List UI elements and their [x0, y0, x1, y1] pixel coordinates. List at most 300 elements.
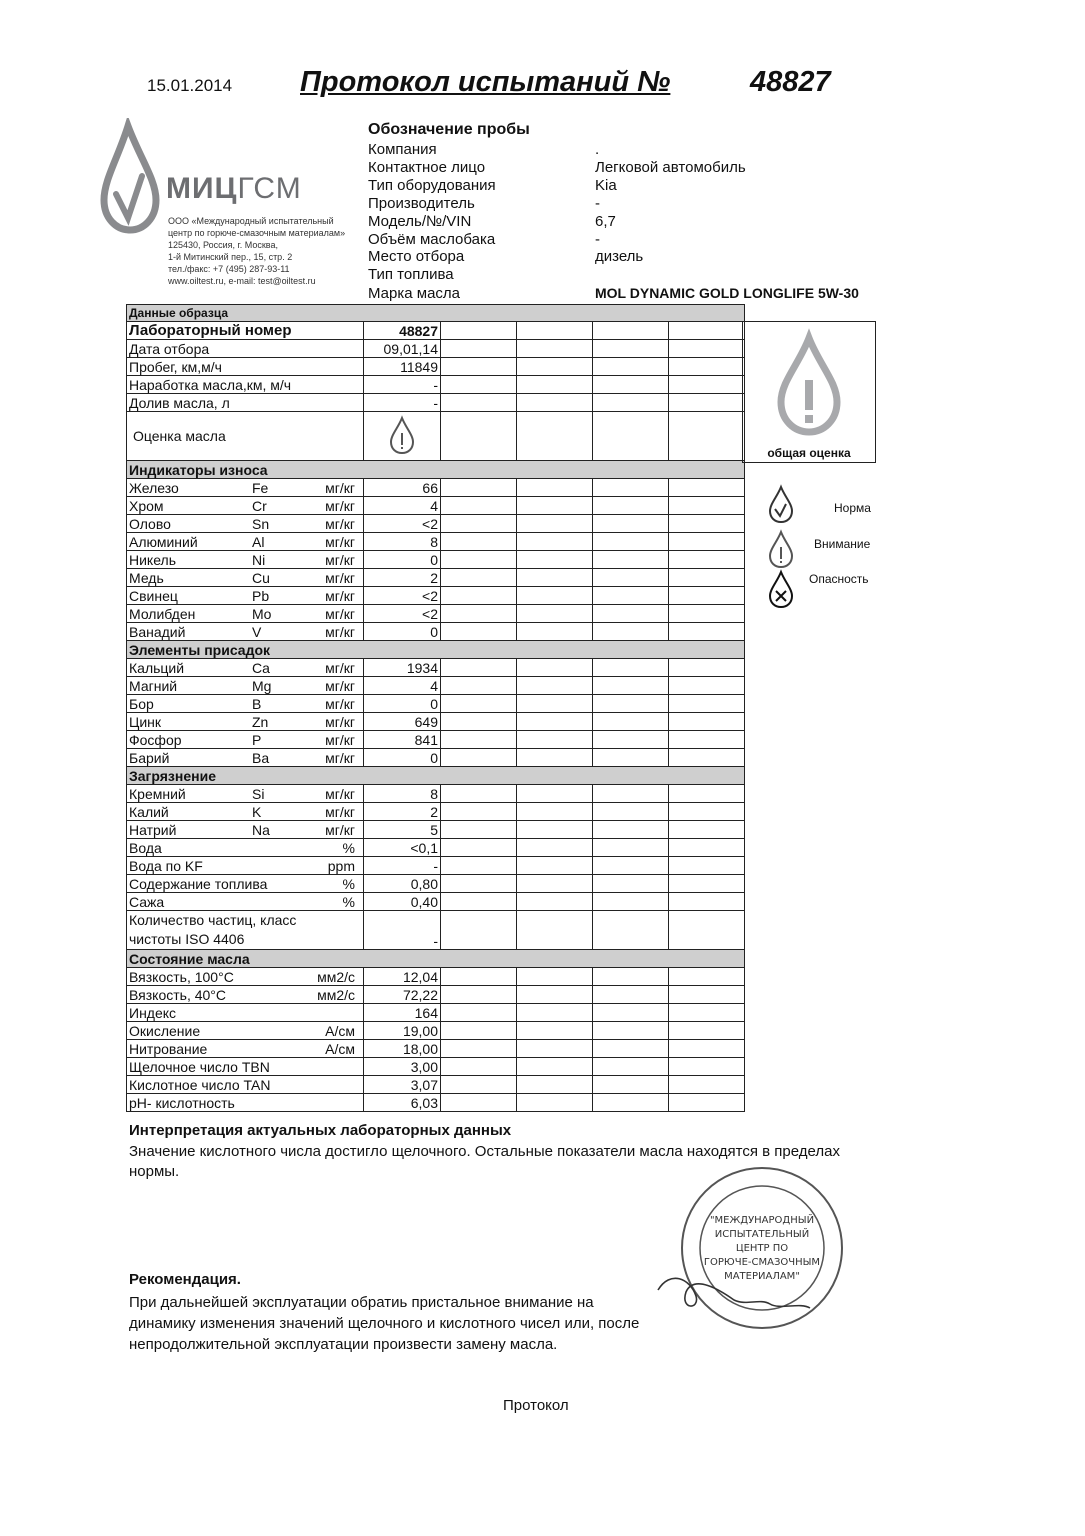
row-value: 48827	[364, 322, 441, 340]
table-row	[127, 497, 745, 515]
row-label: Количество частиц, класс чистоты ISO 4406	[129, 912, 297, 947]
empty-cell	[593, 911, 669, 950]
empty-cell	[441, 587, 517, 605]
table-row	[127, 659, 745, 677]
empty-cell	[669, 340, 745, 358]
empty-cell	[669, 322, 745, 340]
empty-cell	[517, 968, 593, 986]
row-value: 19,00	[364, 1022, 441, 1040]
empty-cell	[669, 551, 745, 569]
section-header-row	[127, 950, 745, 968]
empty-cell	[441, 857, 517, 875]
row-label: Фосфор	[129, 731, 182, 748]
row-label: Нитрование	[129, 1040, 208, 1057]
row-value: 1934	[364, 659, 441, 677]
row-label-cell	[127, 1040, 364, 1058]
table-row	[127, 340, 745, 358]
row-value: 8	[364, 785, 441, 803]
row-label: Дата отбора	[127, 340, 364, 358]
empty-cell	[669, 394, 745, 412]
drop-cross-icon	[766, 569, 796, 609]
element-symbol: Sn	[252, 515, 270, 532]
row-value: -	[364, 394, 441, 412]
empty-cell	[593, 340, 669, 358]
table-row	[127, 731, 745, 749]
unit: мг/кг	[325, 803, 355, 820]
oil-brand-value: MOL DYNAMIC GOLD LONGLIFE 5W-30	[595, 285, 859, 301]
empty-cell	[669, 1004, 745, 1022]
empty-cell	[517, 1076, 593, 1094]
legend-norm-label: Норма	[834, 501, 871, 515]
empty-cell	[669, 515, 745, 533]
table-row	[127, 376, 745, 394]
empty-cell	[593, 479, 669, 497]
empty-cell	[517, 785, 593, 803]
row-label: Калий	[129, 803, 169, 820]
empty-cell	[517, 875, 593, 893]
logo-name: МИЦГСМ	[166, 172, 302, 205]
empty-cell	[669, 875, 745, 893]
row-label-cell	[127, 623, 364, 641]
empty-cell	[593, 623, 669, 641]
svg-text:"МЕЖДУНАРОДНЫЙ: "МЕЖДУНАРОДНЫЙ	[709, 1215, 815, 1226]
row-label: Натрий	[129, 821, 177, 838]
row-value: 0	[364, 749, 441, 767]
row-label-cell	[127, 749, 364, 767]
empty-cell	[517, 1004, 593, 1022]
empty-cell	[593, 515, 669, 533]
unit: мг/кг	[325, 821, 355, 838]
empty-cell	[669, 358, 745, 376]
empty-cell	[441, 803, 517, 821]
unit: %	[342, 839, 355, 856]
unit: мг/кг	[325, 677, 355, 694]
row-value: 3,00	[364, 1058, 441, 1076]
table-row	[127, 515, 745, 533]
empty-cell	[593, 533, 669, 551]
empty-cell	[441, 322, 517, 340]
empty-cell	[669, 911, 745, 950]
table-row	[127, 749, 745, 767]
page-title: Протокол испытаний №	[300, 66, 671, 98]
empty-cell	[441, 713, 517, 731]
empty-cell	[593, 1004, 669, 1022]
empty-cell	[593, 497, 669, 515]
row-label: Вода	[129, 839, 162, 856]
table-row	[127, 533, 745, 551]
row-value: 0	[364, 695, 441, 713]
row-value: -	[364, 911, 441, 950]
empty-cell	[593, 659, 669, 677]
table-row	[127, 713, 745, 731]
empty-cell	[441, 659, 517, 677]
empty-cell	[441, 986, 517, 1004]
empty-cell	[669, 412, 745, 461]
row-value: -	[364, 376, 441, 394]
drop-exclamation-icon	[387, 415, 417, 455]
empty-cell	[593, 358, 669, 376]
empty-cell	[441, 695, 517, 713]
row-value: 3,07	[364, 1076, 441, 1094]
empty-cell	[593, 394, 669, 412]
element-symbol: Ca	[252, 659, 270, 676]
row-label-cell	[127, 551, 364, 569]
unit: мг/кг	[325, 497, 355, 514]
empty-cell	[517, 605, 593, 623]
row-label: Лабораторный номер	[127, 322, 364, 340]
row-value: 09,01,14	[364, 340, 441, 358]
empty-cell	[441, 358, 517, 376]
empty-cell	[517, 394, 593, 412]
section-header-row	[127, 767, 745, 785]
table-row	[127, 1058, 745, 1076]
empty-cell	[441, 479, 517, 497]
empty-cell	[441, 412, 517, 461]
empty-cell	[593, 986, 669, 1004]
row-label-cell	[127, 821, 364, 839]
empty-cell	[441, 1058, 517, 1076]
element-symbol: Al	[252, 533, 265, 550]
row-label-cell	[127, 695, 364, 713]
unit: %	[342, 893, 355, 910]
row-value: 11849	[364, 358, 441, 376]
empty-cell	[441, 785, 517, 803]
table-row	[127, 479, 745, 497]
company-address: ООО «Международный испытательный центр по горюче-смазочным материалам» 125430, Россия, г. Москва, 1-й Митинский пер., 15, стр. 2 тел./факс: +7 (495) 287-93-11 www.oiltest.ru, e-mail: test@oiltest.ru	[168, 216, 346, 286]
unit: мм2/с	[317, 986, 355, 1003]
drop-exclamation-icon	[743, 322, 875, 442]
empty-cell	[593, 1022, 669, 1040]
table-row	[127, 358, 745, 376]
table-row	[127, 893, 745, 911]
empty-cell	[517, 803, 593, 821]
legend-danger-label: Опасность	[809, 572, 869, 586]
row-label-cell	[127, 875, 364, 893]
table-header-row	[127, 305, 745, 322]
row-value: <0,1	[364, 839, 441, 857]
unit: мг/кг	[325, 515, 355, 532]
empty-cell	[441, 1040, 517, 1058]
row-label: Кислотное число TAN	[129, 1076, 271, 1093]
table-row	[127, 857, 745, 875]
empty-cell	[441, 839, 517, 857]
row-label-cell	[127, 731, 364, 749]
table-row	[127, 839, 745, 857]
empty-cell	[593, 1076, 669, 1094]
row-value: 4	[364, 497, 441, 515]
empty-cell	[669, 479, 745, 497]
empty-cell	[669, 587, 745, 605]
interpretation-title: Интерпретация актуальных лабораторных данных	[129, 1122, 512, 1139]
row-label: Бор	[129, 695, 154, 712]
empty-cell	[669, 376, 745, 394]
empty-cell	[441, 677, 517, 695]
empty-cell	[669, 1076, 745, 1094]
row-label-cell	[127, 605, 364, 623]
drop-check-icon	[766, 484, 796, 524]
empty-cell	[517, 713, 593, 731]
empty-cell	[669, 857, 745, 875]
row-label: Цинк	[129, 713, 162, 730]
table-row	[127, 551, 745, 569]
table-row	[127, 569, 745, 587]
element-symbol: Mo	[252, 605, 272, 622]
empty-cell	[669, 695, 745, 713]
empty-cell	[593, 1058, 669, 1076]
row-label: Вода по KF	[129, 857, 203, 874]
empty-cell	[441, 515, 517, 533]
row-value: 5	[364, 821, 441, 839]
row-label: Кремний	[129, 785, 186, 802]
row-label: Ванадий	[129, 623, 186, 640]
empty-cell	[441, 1022, 517, 1040]
empty-cell	[593, 857, 669, 875]
empty-cell	[517, 515, 593, 533]
unit: A/см	[325, 1040, 355, 1057]
empty-cell	[517, 376, 593, 394]
row-label-cell	[127, 677, 364, 695]
drop-exclamation-icon	[766, 529, 796, 569]
row-label-cell	[127, 803, 364, 821]
row-label: pH- кислотность	[129, 1094, 235, 1111]
recommendation-title: Рекомендация.	[129, 1271, 241, 1288]
table-row	[127, 1004, 745, 1022]
empty-cell	[669, 803, 745, 821]
empty-cell	[517, 695, 593, 713]
row-value: <2	[364, 587, 441, 605]
row-label-cell	[127, 1094, 364, 1112]
empty-cell	[669, 533, 745, 551]
empty-cell	[669, 1094, 745, 1112]
element-symbol: Fe	[252, 479, 269, 496]
row-label: Медь	[129, 569, 164, 586]
row-label-cell	[127, 569, 364, 587]
row-label: Щелочное число TBN	[129, 1058, 270, 1075]
empty-cell	[593, 749, 669, 767]
row-value: -	[364, 857, 441, 875]
row-label: Содержание топлива	[129, 875, 268, 892]
unit: ppm	[327, 857, 355, 874]
table-row	[127, 394, 745, 412]
recommendation-text: При дальнейшей эксплуатации обратиь пристальное внимание на динамику изменения значений щелочного и кислотного чисел или, после непродолжительной эксплуатации произвести замену масла.	[129, 1294, 640, 1353]
row-value: 12,04	[364, 968, 441, 986]
row-label-cell	[127, 587, 364, 605]
empty-cell	[517, 358, 593, 376]
empty-cell	[517, 1094, 593, 1112]
row-label-cell	[127, 515, 364, 533]
empty-cell	[669, 1022, 745, 1040]
analysis-table	[126, 304, 745, 1112]
table-row	[127, 587, 745, 605]
empty-cell	[593, 587, 669, 605]
empty-cell	[669, 839, 745, 857]
empty-cell	[593, 1040, 669, 1058]
unit: мм2/с	[317, 968, 355, 985]
unit: мг/кг	[325, 569, 355, 586]
element-symbol: Ba	[252, 749, 270, 766]
empty-cell	[517, 821, 593, 839]
element-symbol: Zn	[252, 713, 269, 730]
row-label: Олово	[129, 515, 171, 532]
row-label: Вязкость, 100°С	[129, 968, 234, 985]
unit: мг/кг	[325, 533, 355, 550]
empty-cell	[593, 731, 669, 749]
empty-cell	[593, 412, 669, 461]
empty-cell	[441, 569, 517, 587]
row-label: Молибден	[129, 605, 196, 622]
row-value: 72,22	[364, 986, 441, 1004]
row-label-cell	[127, 839, 364, 857]
row-label-cell	[127, 968, 364, 986]
row-value: 649	[364, 713, 441, 731]
unit: мг/кг	[325, 749, 355, 766]
row-label-cell	[127, 785, 364, 803]
row-value: 841	[364, 731, 441, 749]
section-title: Состояние масла	[127, 950, 745, 968]
element-symbol: V	[252, 623, 262, 640]
element-symbol: K	[252, 803, 262, 820]
table-row	[127, 1076, 745, 1094]
section-header-row	[127, 461, 745, 479]
row-label: Алюминий	[129, 533, 198, 550]
table-row	[127, 986, 745, 1004]
element-symbol: Ni	[252, 551, 266, 568]
row-label: Кальций	[129, 659, 185, 676]
empty-cell	[669, 986, 745, 1004]
empty-cell	[593, 605, 669, 623]
empty-cell	[517, 322, 593, 340]
legend-warning-label: Внимание	[814, 537, 871, 551]
empty-cell	[593, 569, 669, 587]
empty-cell	[517, 986, 593, 1004]
empty-cell	[517, 749, 593, 767]
empty-cell	[517, 659, 593, 677]
empty-cell	[669, 569, 745, 587]
row-value: <2	[364, 605, 441, 623]
row-label: Пробег, км,м/ч	[127, 358, 364, 376]
protocol-number: 48827	[750, 66, 831, 98]
table-row	[127, 623, 745, 641]
unit: мг/кг	[325, 785, 355, 802]
empty-cell	[593, 785, 669, 803]
svg-text:ЦЕНТР ПО: ЦЕНТР ПО	[735, 1243, 789, 1254]
empty-cell	[517, 893, 593, 911]
empty-cell	[441, 911, 517, 950]
empty-cell	[517, 340, 593, 358]
table-row	[127, 605, 745, 623]
empty-cell	[441, 623, 517, 641]
assessment-icon-cell	[364, 412, 441, 461]
empty-cell	[517, 839, 593, 857]
footer-label: Протокол	[503, 1397, 569, 1414]
row-value: 164	[364, 1004, 441, 1022]
empty-cell	[517, 551, 593, 569]
svg-text:МАТЕРИАЛАМ": МАТЕРИАЛАМ"	[724, 1271, 800, 1282]
empty-cell	[441, 968, 517, 986]
empty-cell	[517, 1040, 593, 1058]
row-label: Индекс	[129, 1004, 177, 1021]
row-value: 2	[364, 569, 441, 587]
row-label-cell	[127, 713, 364, 731]
row-label-cell	[127, 1076, 364, 1094]
row-label-cell	[127, 533, 364, 551]
section-header-row	[127, 641, 745, 659]
element-symbol: Mg	[252, 677, 272, 694]
empty-cell	[669, 497, 745, 515]
empty-cell	[517, 731, 593, 749]
overall-assessment-box	[742, 321, 876, 463]
empty-cell	[669, 749, 745, 767]
oil-brand-label: Марка масла	[368, 285, 460, 302]
row-value: 0	[364, 551, 441, 569]
empty-cell	[669, 605, 745, 623]
unit: %	[342, 875, 355, 892]
row-label-cell	[127, 1004, 364, 1022]
row-label: Магний	[129, 677, 178, 694]
empty-cell	[669, 659, 745, 677]
empty-cell	[441, 394, 517, 412]
row-label: Долив масла, л	[127, 394, 364, 412]
empty-cell	[441, 1004, 517, 1022]
empty-cell	[517, 857, 593, 875]
element-symbol: Cu	[252, 569, 270, 586]
row-value: 6,03	[364, 1094, 441, 1112]
unit: мг/кг	[325, 713, 355, 730]
row-label: Наработка масла,км, м/ч	[127, 376, 364, 394]
section-title: Индикаторы износа	[127, 461, 745, 479]
element-symbol: P	[252, 731, 262, 748]
row-label: Свинец	[129, 587, 178, 604]
empty-cell	[441, 1076, 517, 1094]
row-label: Железо	[129, 479, 179, 496]
svg-text:ИСПЫТАТЕЛЬНЫЙ: ИСПЫТАТЕЛЬНЫЙ	[714, 1229, 810, 1240]
empty-cell	[669, 731, 745, 749]
empty-cell	[593, 677, 669, 695]
sample-info-values: . Легковой автомобиль Kia - 6,7 - дизель	[595, 141, 746, 266]
empty-cell	[517, 623, 593, 641]
empty-cell	[593, 803, 669, 821]
empty-cell	[669, 968, 745, 986]
assessment-row	[127, 412, 745, 461]
unit: мг/кг	[325, 731, 355, 748]
table-row	[127, 1094, 745, 1112]
element-symbol: B	[252, 695, 262, 712]
row-value: 0,80	[364, 875, 441, 893]
table-row	[127, 1040, 745, 1058]
empty-cell	[593, 376, 669, 394]
row-value: <2	[364, 515, 441, 533]
empty-cell	[517, 1022, 593, 1040]
row-label: Хром	[129, 497, 164, 514]
row-value: 0,40	[364, 893, 441, 911]
element-symbol: Si	[252, 785, 265, 802]
protocol-date: 15.01.2014	[147, 76, 233, 95]
assessment-label: Оценка масла	[127, 412, 364, 461]
empty-cell	[517, 533, 593, 551]
unit: мг/кг	[325, 551, 355, 568]
empty-cell	[441, 376, 517, 394]
row-label-cell	[127, 1058, 364, 1076]
empty-cell	[669, 821, 745, 839]
row-value: 0	[364, 623, 441, 641]
table-row	[127, 803, 745, 821]
unit: мг/кг	[325, 659, 355, 676]
empty-cell	[593, 713, 669, 731]
element-symbol: Na	[252, 821, 270, 838]
empty-cell	[441, 821, 517, 839]
empty-cell	[669, 1058, 745, 1076]
table-row	[127, 785, 745, 803]
